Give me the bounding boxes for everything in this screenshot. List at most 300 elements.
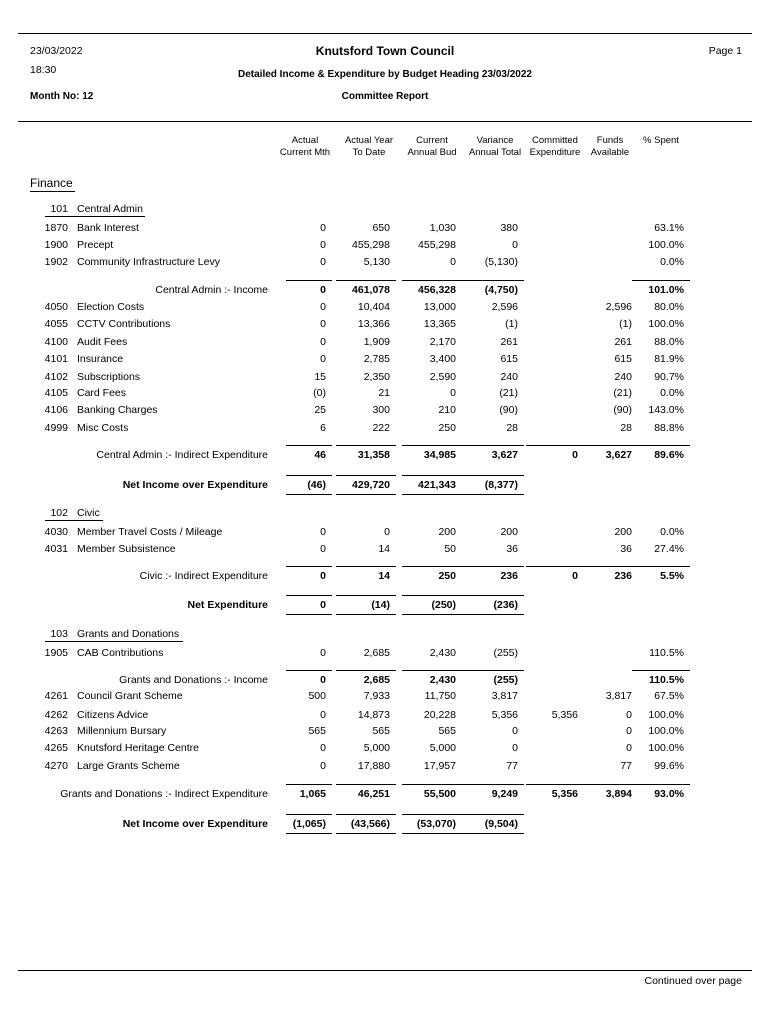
cell-col-1: 0 [320,599,326,611]
table-row [0,222,770,236]
total-rule [336,814,396,815]
cell-col-7: 90.7% [654,371,684,383]
account-code: 4050 [44,301,68,313]
total-rule [458,280,524,281]
account-code: 1902 [44,256,68,268]
total-rule [632,784,690,785]
account-description: Citizens Advice [77,709,149,721]
cell-col-2: (14) [371,599,390,611]
table-row [0,318,770,332]
cell-col-1: 1,065 [299,788,326,800]
total-row [0,599,770,613]
cell-col-6: 0 [626,725,632,737]
cell-col-4: 240 [500,371,518,383]
cell-col-1: 0 [320,256,326,268]
report-subtitle: Detailed Income & Expenditure by Budget Heading 23/03/2022 [238,69,532,80]
total-rule [402,280,462,281]
table-row [0,543,770,557]
cell-col-4: 2,596 [491,301,518,313]
cell-col-3: 1,030 [429,222,456,234]
cell-col-2: 455,298 [352,239,390,251]
cell-col-7: 63.1% [654,222,684,234]
cell-col-1: 25 [314,404,326,416]
cell-col-1: 500 [308,690,326,702]
cell-col-7: 110.5% [648,674,684,686]
account-code: 1870 [44,222,68,234]
total-rule [336,566,396,567]
cell-col-2: (43,566) [350,818,390,830]
account-description: Member Subsistence [77,543,176,555]
cell-col-3: 50 [444,543,456,555]
row-label: Civic :- Indirect Expenditure [139,570,268,582]
account-description: Large Grants Scheme [77,760,180,772]
table-row [0,371,770,385]
cell-col-4: 615 [500,353,518,365]
total-rule [286,566,332,567]
cell-col-3: 456,328 [418,284,456,296]
cell-col-3: 0 [450,256,456,268]
cell-col-1: 6 [320,422,326,434]
cell-col-3: 55,500 [423,788,456,800]
total-rule [286,475,332,476]
cell-col-7: 89.6% [654,449,684,461]
cell-col-4: 77 [506,760,518,772]
cell-col-1: 0 [320,526,326,538]
table-row [0,387,770,401]
total-rule [286,814,332,815]
cell-col-2: 429,720 [352,479,390,491]
table-row [0,647,770,661]
cell-col-6: 0 [626,742,632,754]
cell-col-3: 250 [438,570,456,582]
cell-col-2: 461,078 [352,284,390,296]
cell-col-2: 31,358 [357,449,390,461]
total-row [0,674,770,688]
account-code: 4055 [44,318,68,330]
cell-col-6: 77 [620,760,632,772]
cell-col-1: 0 [320,760,326,772]
cell-col-4: (1) [505,318,518,330]
group-underline-102 [45,520,103,521]
table-row [0,742,770,756]
total-row [0,788,770,802]
row-label: Net Income over Expenditure [122,479,268,491]
cell-col-6: 28 [620,422,632,434]
cell-col-5: 5,356 [551,788,578,800]
cell-col-7: 100.0% [648,742,684,754]
total-rule [584,566,638,567]
cell-col-4: (255) [493,647,518,659]
total-underline [402,833,462,834]
cell-col-1: 0 [320,284,326,296]
cell-col-6: 200 [614,526,632,538]
cell-col-1: 0 [320,239,326,251]
account-code: 4031 [44,543,68,555]
total-row [0,570,770,584]
cell-col-2: 565 [372,725,390,737]
table-row [0,526,770,540]
cell-col-1: 0 [320,709,326,721]
cell-col-3: 565 [438,725,456,737]
cell-col-1: 0 [320,301,326,313]
total-rule [336,475,396,476]
account-code: 4265 [44,742,68,754]
cell-col-3: 34,985 [423,449,456,461]
table-row [0,690,770,704]
row-label: Grants and Donations :- Income [119,674,268,686]
cell-col-6: 3,627 [605,449,632,461]
total-rule [584,784,638,785]
cell-col-3: 5,000 [429,742,456,754]
cell-col-1: 0 [320,353,326,365]
total-rule [402,814,462,815]
total-rule [402,595,462,596]
cell-col-7: 100.0% [648,709,684,721]
cell-col-4: 0 [512,239,518,251]
footer-rule [18,970,752,971]
cell-col-2: 10,404 [357,301,390,313]
cell-col-4: 0 [512,742,518,754]
report-date: 23/03/2022 [30,45,83,57]
table-row [0,256,770,270]
cell-col-4: (255) [493,674,518,686]
total-underline [286,614,332,615]
account-code: 4105 [44,387,68,399]
cell-col-7: 110.5% [649,647,684,659]
cell-col-2: 0 [384,526,390,538]
cell-col-7: 67.5% [654,690,684,702]
cell-col-7: 5.5% [660,570,684,582]
account-description: CCTV Contributions [77,318,171,330]
account-code: 4030 [44,526,68,538]
account-description: Bank Interest [77,222,139,234]
cell-col-6: (1) [619,318,632,330]
cell-col-2: 5,000 [363,742,390,754]
cell-col-4: 9,249 [491,788,518,800]
total-rule [402,670,462,671]
col-percent-spent: % Spent [643,135,679,146]
page-number: Page 1 [708,45,742,57]
account-code: 4262 [44,709,68,721]
month-number: Month No: 12 [30,91,94,102]
row-label: Grants and Donations :- Indirect Expenditure [60,788,268,800]
cell-col-6: 0 [626,709,632,721]
cell-col-2: 13,366 [357,318,390,330]
cell-col-3: (250) [431,599,456,611]
table-row [0,239,770,253]
total-rule [336,445,396,446]
cell-col-4: 0 [512,725,518,737]
cell-col-2: 46,251 [357,788,390,800]
total-rule [458,595,524,596]
group-underline-101 [45,216,145,217]
cell-col-3: 200 [438,526,456,538]
cell-col-2: 14 [378,543,390,555]
account-description: Millennium Bursary [77,725,167,737]
cell-col-4: 380 [500,222,518,234]
account-code: 4261 [44,690,68,702]
cell-col-1: 0 [320,742,326,754]
top-rule [18,33,752,34]
account-code: 4263 [44,725,68,737]
total-row [0,284,770,298]
cell-col-1: (0) [313,387,326,399]
cell-col-7: 81.9% [654,353,684,365]
cell-col-1: 565 [308,725,326,737]
account-description: Community Infrastructure Levy [77,256,220,268]
total-rule [402,475,462,476]
total-rule [526,445,584,446]
account-code: 4106 [44,404,68,416]
cell-col-7: 93.0% [654,788,684,800]
total-rule [458,670,524,671]
row-label: Central Admin :- Indirect Expenditure [96,449,268,461]
cell-col-2: 300 [372,404,390,416]
total-underline [402,614,462,615]
cell-col-4: 3,627 [491,449,518,461]
cell-col-7: 143.0% [648,404,684,416]
cell-col-3: 13,000 [423,301,456,313]
cell-col-1: 0 [320,336,326,348]
account-description: Banking Charges [77,404,158,416]
cell-col-1: 0 [320,318,326,330]
total-rule [286,280,332,281]
section-title: Finance [30,176,73,190]
table-row [0,301,770,315]
total-rule [458,814,524,815]
total-row [0,818,770,832]
col-actual-ytd: Actual Year To Date [344,135,394,158]
cell-col-4: 3,817 [491,690,518,702]
cell-col-5: 5,356 [551,709,578,721]
account-code: 4999 [44,422,68,434]
cell-col-2: 2,785 [363,353,390,365]
cell-col-2: 7,933 [363,690,390,702]
cell-col-3: 2,430 [429,647,456,659]
total-rule [458,445,524,446]
cell-col-1: 0 [320,543,326,555]
cell-col-6: (21) [613,387,632,399]
cell-col-6: 261 [614,336,632,348]
cell-col-2: 5,130 [363,256,390,268]
cell-col-6: 615 [614,353,632,365]
cell-col-4: (4,750) [484,284,518,296]
total-rule [286,595,332,596]
cell-col-2: 2,685 [363,647,390,659]
cell-col-7: 0.0% [660,526,684,538]
cell-col-1: 0 [320,222,326,234]
cell-col-3: 20,228 [423,709,456,721]
col-variance: Variance Annual Total [468,135,522,158]
total-underline [458,614,524,615]
cell-col-4: 200 [500,526,518,538]
account-code: 4100 [44,336,68,348]
cell-col-6: 236 [614,570,632,582]
group-underline-103 [45,641,183,642]
cell-col-3: 2,170 [429,336,456,348]
report-time: 18:30 [30,64,57,76]
cell-col-4: 236 [500,570,518,582]
cell-col-4: (8,377) [484,479,518,491]
cell-col-4: 28 [506,422,518,434]
cell-col-4: 36 [506,543,518,555]
total-rule [402,784,462,785]
col-committed: Committed Expenditure [529,135,581,158]
account-description: Card Fees [77,387,127,399]
cell-col-6: 36 [620,543,632,555]
account-code: 4102 [44,371,68,383]
cell-col-1: 46 [314,449,326,461]
total-rule [632,566,690,567]
account-description: Precept [77,239,114,251]
cell-col-1: (1,065) [292,818,326,830]
total-rule [286,670,332,671]
cell-col-2: 2,350 [363,371,390,383]
cell-col-4: (5,130) [484,256,518,268]
cell-col-7: 0.0% [660,387,684,399]
total-row [0,479,770,493]
cell-col-3: 250 [438,422,456,434]
account-code: 1905 [44,647,68,659]
total-rule [402,445,462,446]
table-row [0,404,770,418]
cell-col-2: 222 [372,422,390,434]
cell-col-1: 15 [314,371,326,383]
account-description: Audit Fees [77,336,128,348]
total-rule [336,784,396,785]
total-underline [336,833,396,834]
cell-col-3: 455,298 [418,239,456,251]
total-underline [458,833,524,834]
section-underline [30,191,75,192]
cell-col-7: 100.0% [648,239,684,251]
cell-col-3: 17,957 [423,760,456,772]
total-rule [286,784,332,785]
total-rule [458,475,524,476]
total-underline [336,494,396,495]
cell-col-7: 88.0% [654,336,684,348]
col-funds-available: Funds Available [590,135,630,158]
cell-col-2: 14 [378,570,390,582]
cell-col-7: 100.0% [648,725,684,737]
cell-col-3: 13,365 [423,318,456,330]
row-label: Net Income over Expenditure [122,818,268,830]
cell-col-5: 0 [572,570,578,582]
total-underline [286,833,332,834]
cell-col-6: 3,894 [605,788,632,800]
report-type: Committee Report [341,91,429,102]
cell-col-2: 17,880 [357,760,390,772]
total-rule [584,445,638,446]
cell-col-4: 5,356 [491,709,518,721]
cell-col-7: 80.0% [654,301,684,313]
total-underline [336,614,396,615]
account-description: Council Grant Scheme [77,690,183,702]
cell-col-4: (236) [493,599,518,611]
cell-col-4: (90) [499,404,518,416]
account-description: Subscriptions [77,371,141,383]
total-rule [458,784,524,785]
cell-col-1: 0 [320,647,326,659]
table-row [0,336,770,350]
cell-col-2: 14,873 [357,709,390,721]
cell-col-4: (9,504) [484,818,518,830]
row-label: Central Admin :- Income [155,284,268,296]
account-code: 4270 [44,760,68,772]
council-title: Knutsford Town Council [315,44,455,58]
cell-col-6: 240 [614,371,632,383]
total-rule [402,566,462,567]
cell-col-7: 0.0% [660,256,684,268]
cell-col-7: 27.4% [654,543,684,555]
account-description: Insurance [77,353,124,365]
total-rule [526,566,584,567]
total-underline [458,494,524,495]
account-code: 1900 [44,239,68,251]
cell-col-1: 0 [320,570,326,582]
cell-col-7: 88.8% [654,422,684,434]
cell-col-2: 650 [372,222,390,234]
cell-col-7: 101.0% [648,284,684,296]
total-rule [632,445,690,446]
total-rule [336,670,396,671]
table-row [0,725,770,739]
cell-col-1: 0 [320,674,326,686]
cell-col-1: (46) [307,479,326,491]
cell-col-2: 21 [378,387,390,399]
account-description: Member Travel Costs / Mileage [77,526,223,538]
account-description: CAB Contributions [77,647,164,659]
total-rule [632,670,690,671]
cell-col-4: 261 [500,336,518,348]
col-current-annual-bud: Current Annual Bud [407,135,457,158]
total-row [0,449,770,463]
cell-col-3: 421,343 [418,479,456,491]
cell-col-3: 2,590 [429,371,456,383]
cell-col-7: 99.6% [654,760,684,772]
total-rule [336,280,396,281]
table-row [0,760,770,774]
cell-col-2: 2,685 [363,674,390,686]
cell-col-2: 1,909 [363,336,390,348]
account-code: 4101 [44,353,68,365]
cell-col-3: 11,750 [424,690,456,702]
total-rule [526,784,584,785]
total-underline [402,494,462,495]
cell-col-4: (21) [499,387,518,399]
cell-col-6: 2,596 [605,301,632,313]
cell-col-5: 0 [572,449,578,461]
col-actual-current-mth: Actual Current Mth [279,135,331,158]
row-label: Net Expenditure [187,599,268,611]
table-row [0,353,770,367]
cell-col-3: (53,070) [416,818,456,830]
cell-col-3: 210 [438,404,456,416]
account-description: Misc Costs [77,422,129,434]
table-row [0,709,770,723]
total-rule [632,280,690,281]
total-underline [286,494,332,495]
total-rule [336,595,396,596]
cell-col-6: (90) [613,404,632,416]
cell-col-3: 0 [450,387,456,399]
total-rule [286,445,332,446]
account-description: Knutsford Heritage Centre [77,742,199,754]
table-row [0,422,770,436]
cell-col-6: 3,817 [605,690,632,702]
cell-col-3: 2,430 [429,674,456,686]
header-rule [18,121,752,122]
